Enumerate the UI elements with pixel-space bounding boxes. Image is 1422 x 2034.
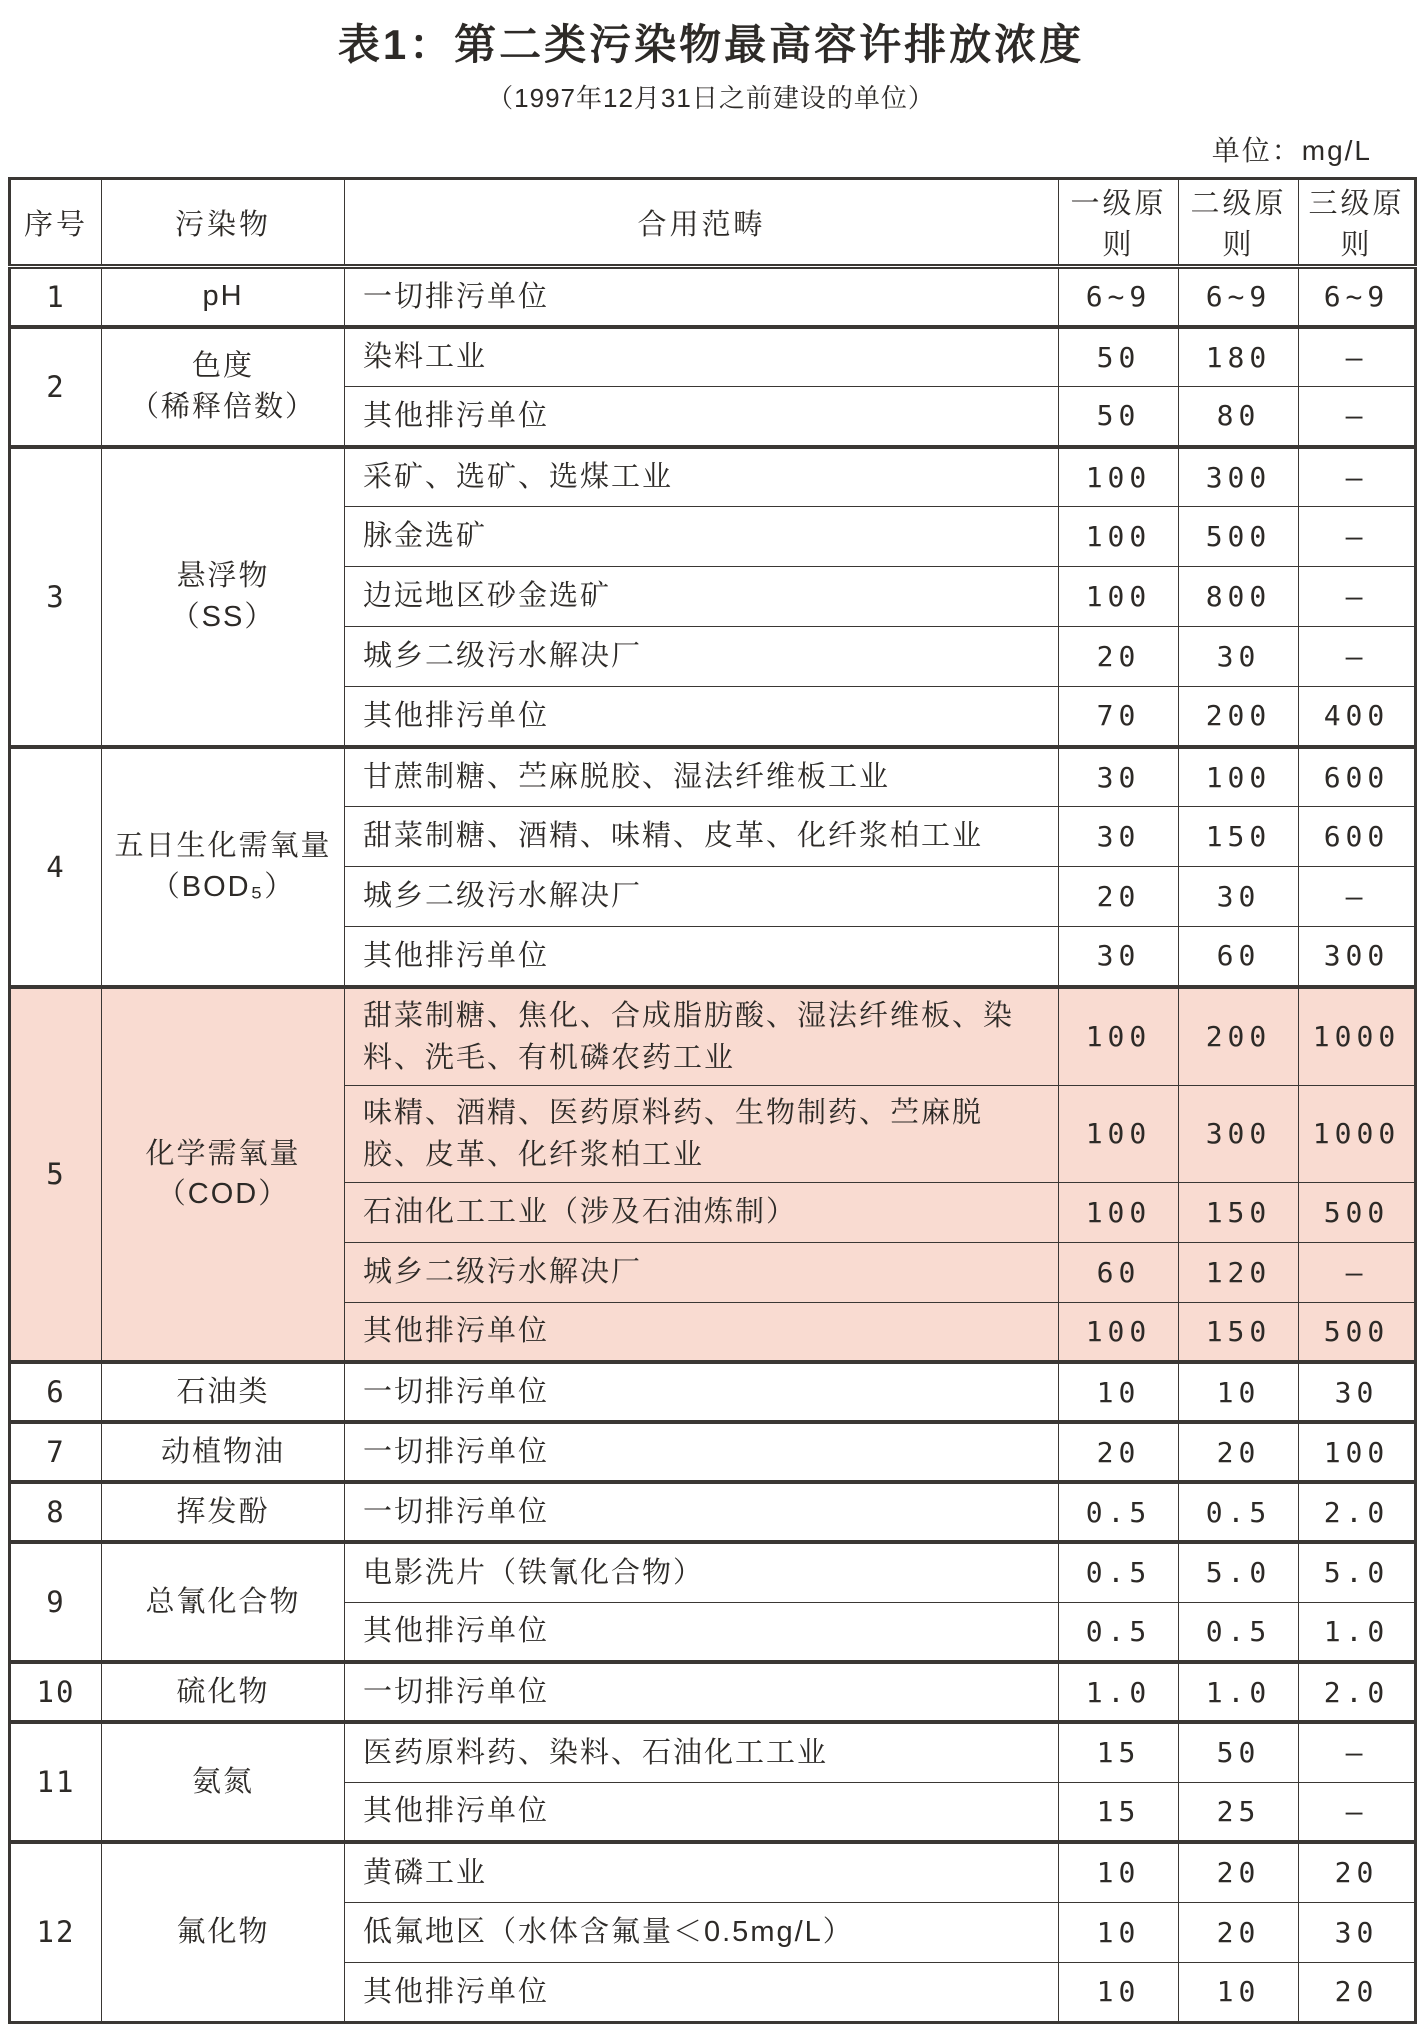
value-cell-level2: 20 bbox=[1179, 1842, 1299, 1902]
scope-cell: 医药原料药、染料、石油化工工业 bbox=[345, 1722, 1059, 1782]
value-cell-level1: 0.5 bbox=[1059, 1542, 1179, 1602]
scope-cell: 城乡二级污水解决厂 bbox=[345, 867, 1059, 927]
value-cell-level3: – bbox=[1299, 627, 1416, 687]
column-header: 合用范畴 bbox=[345, 179, 1059, 267]
pollutant-line: 氟化物 bbox=[176, 1916, 270, 1949]
scope-cell: 甘蔗制糖、苎麻脱胶、湿法纤维板工业 bbox=[345, 747, 1059, 807]
table-row bbox=[10, 1842, 1416, 1902]
seq-cell: 5 bbox=[10, 987, 102, 1363]
value-cell-level3: 600 bbox=[1299, 747, 1416, 807]
value-cell-level2: 80 bbox=[1179, 387, 1299, 447]
pollutant-line: 硫化物 bbox=[176, 1675, 270, 1708]
value-cell-level3: 300 bbox=[1299, 927, 1416, 987]
pollutant-line: （稀释倍数） bbox=[129, 390, 316, 423]
value-cell-level3: 1000 bbox=[1299, 1085, 1416, 1182]
value-cell-level1: 30 bbox=[1059, 807, 1179, 867]
value-cell-level1: 0.5 bbox=[1059, 1482, 1179, 1542]
value-cell-level1: 100 bbox=[1059, 1182, 1179, 1242]
pollutant-cell bbox=[102, 1362, 345, 1422]
seq-cell: 2 bbox=[10, 327, 102, 447]
value-cell-level3: – bbox=[1299, 447, 1416, 507]
scope-cell: 电影洗片（铁氰化合物） bbox=[345, 1542, 1059, 1602]
value-cell-level1: 100 bbox=[1059, 987, 1179, 1086]
value-cell-level1: 100 bbox=[1059, 447, 1179, 507]
pollutant-limits-table bbox=[8, 177, 1417, 2024]
value-cell-level2: 300 bbox=[1179, 1085, 1299, 1182]
scope-cell: 其他排污单位 bbox=[345, 1782, 1059, 1842]
value-cell-level1: 50 bbox=[1059, 327, 1179, 387]
seq-cell: 12 bbox=[10, 1842, 102, 2022]
pollutant-line: （BOD₅） bbox=[150, 870, 296, 903]
scope-cell: 一切排污单位 bbox=[345, 1482, 1059, 1542]
value-cell-level2: 5.0 bbox=[1179, 1542, 1299, 1602]
pollutant-cell bbox=[102, 447, 345, 747]
table-row bbox=[10, 1542, 1416, 1602]
value-cell-level2: 30 bbox=[1179, 867, 1299, 927]
value-cell-level2: 800 bbox=[1179, 567, 1299, 627]
scope-cell: 其他排污单位 bbox=[345, 387, 1059, 447]
scope-cell: 一切排污单位 bbox=[345, 1422, 1059, 1482]
column-header: 三级原则 bbox=[1299, 179, 1416, 267]
pollutant-line: 石油类 bbox=[176, 1375, 270, 1408]
seq-cell: 9 bbox=[10, 1542, 102, 1662]
value-cell-level3: 500 bbox=[1299, 1182, 1416, 1242]
pollutant-cell bbox=[102, 747, 345, 987]
value-cell-level3: 500 bbox=[1299, 1302, 1416, 1362]
value-cell-level2: 200 bbox=[1179, 687, 1299, 747]
scope-cell: 城乡二级污水解决厂 bbox=[345, 1242, 1059, 1302]
value-cell-level1: 0.5 bbox=[1059, 1602, 1179, 1662]
table-subtitle: （1997年12月31日之前建设的单位） bbox=[487, 83, 935, 113]
value-cell-level2: 20 bbox=[1179, 1422, 1299, 1482]
value-cell-level2: 120 bbox=[1179, 1242, 1299, 1302]
seq-cell: 7 bbox=[10, 1422, 102, 1482]
pollutant-line: pH bbox=[202, 280, 244, 313]
value-cell-level1: 30 bbox=[1059, 747, 1179, 807]
pollutant-line: 悬浮物 bbox=[176, 559, 270, 592]
value-cell-level2: 180 bbox=[1179, 327, 1299, 387]
scope-cell: 甜菜制糖、酒精、味精、皮革、化纤浆柏工业 bbox=[345, 807, 1059, 867]
table-head-row bbox=[10, 179, 1416, 267]
seq-cell: 3 bbox=[10, 447, 102, 747]
value-cell-level3: – bbox=[1299, 567, 1416, 627]
table-body bbox=[10, 267, 1416, 2023]
pollutant-cell bbox=[102, 327, 345, 447]
pollutant-cell bbox=[102, 1542, 345, 1662]
scope-cell: 其他排污单位 bbox=[345, 1302, 1059, 1362]
table-row bbox=[10, 1662, 1416, 1722]
value-cell-level3: – bbox=[1299, 507, 1416, 567]
table-row bbox=[10, 1482, 1416, 1542]
scope-cell: 一切排污单位 bbox=[345, 1362, 1059, 1422]
value-cell-level3: 100 bbox=[1299, 1422, 1416, 1482]
value-cell-level3: 20 bbox=[1299, 1842, 1416, 1902]
value-cell-level1: 10 bbox=[1059, 1842, 1179, 1902]
scope-cell: 边远地区砂金选矿 bbox=[345, 567, 1059, 627]
value-cell-level1: 10 bbox=[1059, 1362, 1179, 1422]
scope-cell: 其他排污单位 bbox=[345, 687, 1059, 747]
scope-cell: 低氟地区（水体含氟量＜0.5mg/L） bbox=[345, 1902, 1059, 1962]
pollutant-line: 挥发酚 bbox=[176, 1495, 270, 1528]
value-cell-level1: 20 bbox=[1059, 627, 1179, 687]
value-cell-level1: 70 bbox=[1059, 687, 1179, 747]
pollutant-cell bbox=[102, 1422, 345, 1482]
value-cell-level3: 6~9 bbox=[1299, 267, 1416, 327]
pollutant-line: 氨氮 bbox=[191, 1765, 254, 1798]
pollutant-cell bbox=[102, 1722, 345, 1842]
seq-cell: 4 bbox=[10, 747, 102, 987]
value-cell-level3: 5.0 bbox=[1299, 1542, 1416, 1602]
value-cell-level2: 10 bbox=[1179, 1362, 1299, 1422]
value-cell-level1: 20 bbox=[1059, 867, 1179, 927]
value-cell-level3: 30 bbox=[1299, 1902, 1416, 1962]
table-row bbox=[10, 327, 1416, 387]
scope-cell: 一切排污单位 bbox=[345, 267, 1059, 327]
value-cell-level2: 10 bbox=[1179, 1962, 1299, 2022]
column-header: 污染物 bbox=[102, 179, 345, 267]
value-cell-level2: 150 bbox=[1179, 1302, 1299, 1362]
value-cell-level2: 100 bbox=[1179, 747, 1299, 807]
column-header: 二级原则 bbox=[1179, 179, 1299, 267]
pollutant-cell bbox=[102, 1842, 345, 2022]
scope-cell: 染料工业 bbox=[345, 327, 1059, 387]
pollutant-line: 色度 bbox=[191, 349, 254, 382]
pollutant-cell bbox=[102, 987, 345, 1363]
scope-cell: 脉金选矿 bbox=[345, 507, 1059, 567]
pollutant-line: （SS） bbox=[170, 600, 276, 633]
value-cell-level3: 600 bbox=[1299, 807, 1416, 867]
table-row bbox=[10, 747, 1416, 807]
seq-cell: 11 bbox=[10, 1722, 102, 1842]
table-row bbox=[10, 447, 1416, 507]
value-cell-level1: 60 bbox=[1059, 1242, 1179, 1302]
value-cell-level1: 10 bbox=[1059, 1962, 1179, 2022]
seq-cell: 6 bbox=[10, 1362, 102, 1422]
value-cell-level2: 1.0 bbox=[1179, 1662, 1299, 1722]
seq-cell: 10 bbox=[10, 1662, 102, 1722]
value-cell-level3: 2.0 bbox=[1299, 1662, 1416, 1722]
value-cell-level2: 20 bbox=[1179, 1902, 1299, 1962]
value-cell-level1: 10 bbox=[1059, 1902, 1179, 1962]
scope-cell: 黄磷工业 bbox=[345, 1842, 1059, 1902]
value-cell-level2: 500 bbox=[1179, 507, 1299, 567]
value-cell-level2: 150 bbox=[1179, 1182, 1299, 1242]
value-cell-level1: 30 bbox=[1059, 927, 1179, 987]
pollutant-line: 动植物油 bbox=[160, 1435, 285, 1468]
value-cell-level3: 400 bbox=[1299, 687, 1416, 747]
value-cell-level2: 6~9 bbox=[1179, 267, 1299, 327]
value-cell-level2: 50 bbox=[1179, 1722, 1299, 1782]
value-cell-level2: 0.5 bbox=[1179, 1482, 1299, 1542]
pollutant-cell bbox=[102, 1482, 345, 1542]
value-cell-level1: 20 bbox=[1059, 1422, 1179, 1482]
value-cell-level3: – bbox=[1299, 1722, 1416, 1782]
value-cell-level1: 15 bbox=[1059, 1782, 1179, 1842]
pollutant-line: 化学需氧量 bbox=[145, 1137, 301, 1170]
value-cell-level1: 6~9 bbox=[1059, 267, 1179, 327]
scope-cell: 味精、酒精、医药原料药、生物制药、苎麻脱胶、皮革、化纤浆柏工业 bbox=[345, 1085, 1059, 1182]
value-cell-level3: 30 bbox=[1299, 1362, 1416, 1422]
scope-cell: 其他排污单位 bbox=[345, 1962, 1059, 2022]
scope-cell: 城乡二级污水解决厂 bbox=[345, 627, 1059, 687]
value-cell-level3: – bbox=[1299, 327, 1416, 387]
seq-cell: 8 bbox=[10, 1482, 102, 1542]
value-cell-level3: – bbox=[1299, 867, 1416, 927]
scope-cell: 甜菜制糖、焦化、合成脂肪酸、湿法纤维板、染料、洗毛、有机磷农药工业 bbox=[345, 987, 1059, 1086]
value-cell-level1: 100 bbox=[1059, 1302, 1179, 1362]
scope-cell: 其他排污单位 bbox=[345, 927, 1059, 987]
table-title: 表1：第二类污染物最高容许排放浓度 bbox=[337, 21, 1085, 68]
value-cell-level2: 30 bbox=[1179, 627, 1299, 687]
table-row bbox=[10, 987, 1416, 1086]
value-cell-level2: 200 bbox=[1179, 987, 1299, 1086]
value-cell-level3: – bbox=[1299, 387, 1416, 447]
scope-cell: 其他排污单位 bbox=[345, 1602, 1059, 1662]
value-cell-level2: 300 bbox=[1179, 447, 1299, 507]
value-cell-level1: 100 bbox=[1059, 507, 1179, 567]
value-cell-level3: 1000 bbox=[1299, 987, 1416, 1086]
value-cell-level3: – bbox=[1299, 1782, 1416, 1842]
pollutant-line: （COD） bbox=[156, 1178, 290, 1211]
value-cell-level3: 20 bbox=[1299, 1962, 1416, 2022]
table-row bbox=[10, 1362, 1416, 1422]
pollutant-line: 五日生化需氧量 bbox=[114, 829, 332, 862]
pollutant-line: 总氰化合物 bbox=[145, 1585, 301, 1618]
value-cell-level2: 25 bbox=[1179, 1782, 1299, 1842]
value-cell-level3: – bbox=[1299, 1242, 1416, 1302]
value-cell-level3: 2.0 bbox=[1299, 1482, 1416, 1542]
value-cell-level1: 15 bbox=[1059, 1722, 1179, 1782]
value-cell-level2: 0.5 bbox=[1179, 1602, 1299, 1662]
value-cell-level1: 1.0 bbox=[1059, 1662, 1179, 1722]
scope-cell: 采矿、选矿、选煤工业 bbox=[345, 447, 1059, 507]
pollutant-cell bbox=[102, 267, 345, 327]
value-cell-level1: 100 bbox=[1059, 567, 1179, 627]
column-header: 序号 bbox=[10, 179, 102, 267]
value-cell-level2: 60 bbox=[1179, 927, 1299, 987]
table-row bbox=[10, 1422, 1416, 1482]
value-cell-level1: 100 bbox=[1059, 1085, 1179, 1182]
table-row bbox=[10, 1722, 1416, 1782]
value-cell-level1: 50 bbox=[1059, 387, 1179, 447]
value-cell-level2: 150 bbox=[1179, 807, 1299, 867]
value-cell-level3: 1.0 bbox=[1299, 1602, 1416, 1662]
scope-cell: 石油化工工业（涉及石油炼制） bbox=[345, 1182, 1059, 1242]
unit-label: 单位：mg/L bbox=[1211, 135, 1372, 166]
scope-cell: 一切排污单位 bbox=[345, 1662, 1059, 1722]
seq-cell: 1 bbox=[10, 267, 102, 327]
table-row bbox=[10, 267, 1416, 327]
pollutant-cell bbox=[102, 1662, 345, 1722]
column-header: 一级原则 bbox=[1059, 179, 1179, 267]
